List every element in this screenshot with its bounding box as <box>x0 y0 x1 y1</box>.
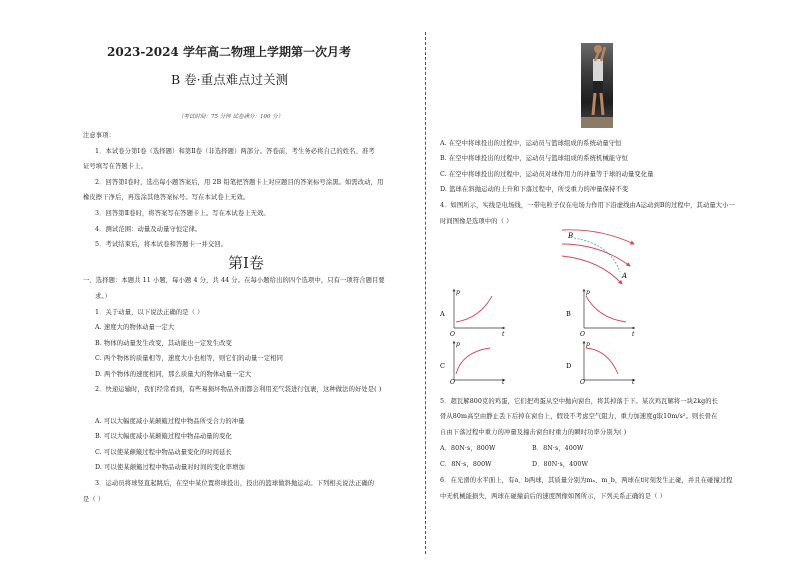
graph-curve <box>586 296 626 322</box>
question-2-option: D. 可以使某颠簸过程中物品动量对时间的变化率增加 <box>95 464 245 471</box>
column-divider <box>425 32 426 554</box>
axis-label: p <box>456 289 460 296</box>
question-3-option: C. 在空中将球投出的过程中，运动员对球作用力的冲量等于球的动量变化量 <box>440 171 654 178</box>
notice-heading: 注意事项： <box>83 132 115 139</box>
option-label: A <box>440 310 445 318</box>
field-line <box>562 244 630 266</box>
option-label: B <box>566 310 571 318</box>
graph-a <box>440 289 505 338</box>
question-1-option: D. 两个物体的速度相同，那么质量大的物体动量一定大 <box>95 371 252 378</box>
question-4-stem: 时间图像是选项中的（ ） <box>440 218 513 225</box>
axis-label: O <box>580 331 585 338</box>
point-label-a: A <box>622 272 628 280</box>
question-3-stem: 是（ ） <box>83 496 105 503</box>
question-3-option: B. 在空中将球投出的过程中，运动员与篮球组成的系统机械能守恒 <box>440 155 629 162</box>
exam-info: （考试时间：75 分钟 试卷满分：100 分） <box>178 114 284 120</box>
question-3-option: D. 篮球在斜抛运动的上升和下落过程中，所受重力的冲量保持不变 <box>440 186 629 193</box>
question-5-option: A．80N·s，800W <box>440 445 496 452</box>
axis-label: t <box>632 379 635 384</box>
question-2-option: B. 可以大幅度减小某颠簸过程中物品动量的变化 <box>95 433 232 440</box>
axis-label: t <box>502 379 505 384</box>
basketball-player-photo <box>581 43 613 128</box>
question-1-option: C. 两个物体的质量相等，速度大小也相等，则它们的动量一定相同 <box>95 355 284 362</box>
question-5-option: D．80N·s，400W <box>532 461 589 468</box>
axis-label: p <box>456 341 460 348</box>
question-2-option: C. 可以使某颠簸过程中物品动量变化的时间延长 <box>95 449 232 456</box>
point-label-b: B <box>568 232 574 240</box>
question-5-option: B．8N·s，400W <box>532 445 584 452</box>
question-6-stem: 中无机械能损失，两球在碰撞前后的速度图像如图所示，下列关系正确的是（ ） <box>440 493 666 500</box>
momentum-graph-options <box>440 286 770 384</box>
option-label: D <box>566 362 572 370</box>
axis-label: p <box>586 341 590 348</box>
question-5-stem: 自由下落过程中重力的冲量及撞击窗台时重力的瞬时功率分别为( ) <box>440 429 627 436</box>
question-1-option: B. 物体的动量发生改变，其动能也一定发生改变 <box>95 340 232 347</box>
question-5-stem: 骨从80m高空由静止丢下后掉在窗台上，假设不考虑空气阻力，重力加速度g取10m/s²。则长骨在 <box>440 413 718 420</box>
axis-label: O <box>580 379 585 384</box>
graph-curve <box>456 348 490 374</box>
question-1-option: A. 速度大的物体动量一定大 <box>95 324 175 331</box>
question-5-option: C．8N·s，800W <box>440 461 492 468</box>
particle-trajectory <box>574 238 620 272</box>
axis-label: t <box>502 331 505 338</box>
graph-b <box>566 289 635 338</box>
notice-item: 4．测试范围：动量及动量守恒定律。 <box>95 226 202 233</box>
question-5-stem: 5．超瓦解800克的鸡蛋，它们把鸡蛋从空中抛向窗台，将其掉落于下。某次鸡瓦解将一块2kg的长 <box>440 398 719 405</box>
question-3-stem: 3．运动员将球竖直起跳后，在空中某位置将球投出，投出的篮球做斜抛运动。下列相关说法正确的 <box>95 480 375 487</box>
question-4-stem: 4．如图所示，实线是电场线，一带电粒子仅在电场力作用下沿虚线由A运动到B的过程中，其动量大小一 <box>440 202 735 209</box>
exam-subtitle: B 卷·重点难点过关测 <box>171 72 289 87</box>
axis-label: O <box>450 331 455 338</box>
question-6-stem: 6．在光滑的水平面上，有a、b两球，其质量分别为mₐ、m_b，两球在t时刻发生正碰，并且在碰撞过程 <box>440 477 733 484</box>
section-instructions: 一、选择题：本题共 11 小题，每小题 4 分，共 44 分。在每小题给出的四个选项中，只有一项符合题目要 <box>83 277 385 284</box>
axis-label: p <box>586 289 590 296</box>
graph-curve <box>456 296 492 322</box>
field-line <box>562 256 622 284</box>
exam-title: 2023-2024 学年高二物理上学期第一次月考 <box>107 45 351 59</box>
notice-item: 证号填写在答题卡上。 <box>83 163 147 170</box>
notice-item: 5．考试结束后，将本试卷和答题卡一并交回。 <box>95 241 228 248</box>
axis-label: t <box>632 331 635 338</box>
electric-field-figure <box>560 224 640 286</box>
question-1-stem: 1．关于动量，以下说法正确的是（ ） <box>95 309 204 316</box>
notice-item: 橡皮擦干净后，再选涂其他答案标号。写在本试卷上无效。 <box>83 194 250 201</box>
question-3-option: A. 在空中将球投出的过程中，运动员与篮球组成的系统动量守恒 <box>440 140 622 147</box>
section-instructions: 求。） <box>95 293 112 300</box>
question-2-option: A. 可以大幅度减小某颠簸过程中物品所受合力的冲量 <box>95 418 245 425</box>
graph-c <box>440 341 505 384</box>
section-title: 第Ⅰ卷 <box>228 254 264 272</box>
option-label: C <box>440 362 445 370</box>
notice-item: 1．本试卷分第Ⅰ卷（选择题）和第Ⅱ卷（非选择题）两部分。答卷前，考生务必将自己的姓名、准考 <box>95 148 375 155</box>
notice-item: 2．回答第Ⅰ卷时，选出每小题答案后，用 2B 铅笔把答题卡上对应题目的答案标号涂黑。如需改动，用 <box>95 179 384 186</box>
axis-label: O <box>450 379 455 384</box>
graph-curve <box>586 348 618 374</box>
notice-item: 3．回答第Ⅱ卷时，将答案写在答题卡上。写在本试卷上无效。 <box>95 210 270 217</box>
question-2-stem: 2．快递运输时，我们经常看到，有些易损坏物品外面都会利用充气袋进行包裹，这种做法的好处是( ) <box>95 386 382 393</box>
graph-d <box>566 341 635 384</box>
